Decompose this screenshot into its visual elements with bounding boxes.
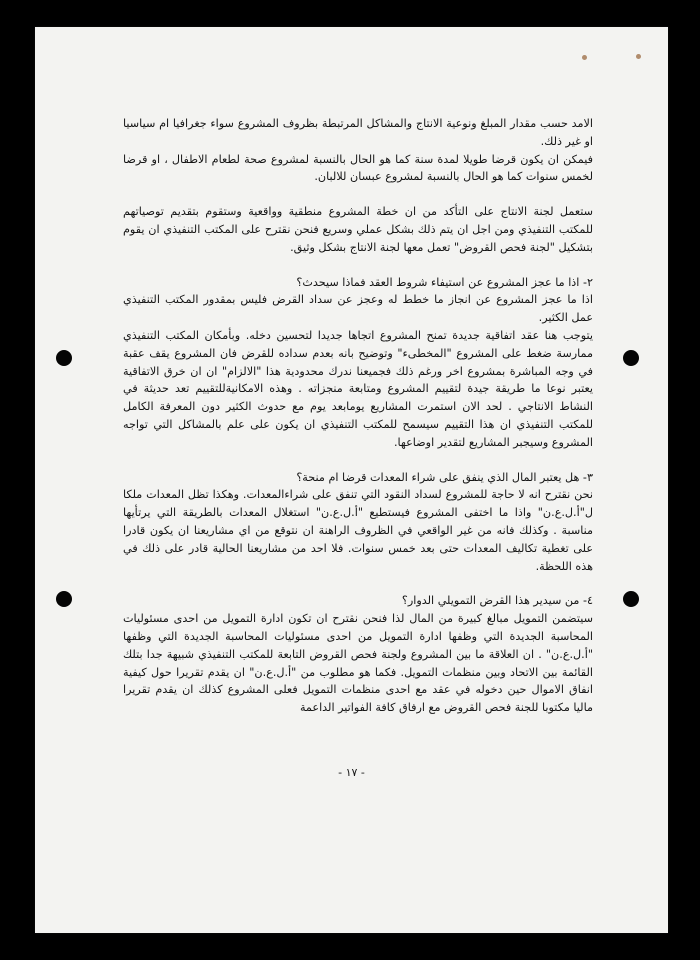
section-heading: ٤- من سيدير هذا القرض التمويلي الدوار؟ [401, 594, 593, 608]
paragraph: ستعمل لجنة الانتاج على التأكد من ان خطة المشروع منطقية وواقعية وستقوم بتقديم توصياتهم للمكتب التنفيذي ومن اجل ان يتم ذلك بشكل عملي وسريع فنحن نقترح على المكتب التنفيذي ان يقوم بتشكيل "لجنة فحص القروض" تعمل معها لجنة الانتاج بشكل وثيق. [123, 205, 593, 254]
document-text [123, 115, 593, 717]
document-page [35, 27, 668, 933]
punch-hole [623, 350, 639, 366]
page-number: - ١٧ - [338, 766, 365, 779]
paragraph: فيمكن ان يكون قرضا طويلا لمدة سنة كما هو الحال بالنسبة لمشروع صحة لطعام الاطفال ، او قرضا لخمس سنوات كما هو الحال بالنسبة لمشروع عبسان للالبان. [123, 152, 593, 184]
paragraph: سيتضمن التمويل مبالغ كبيرة من المال لذا فنحن نقترح ان تكون ادارة التمويل من احدى مسئوليات المحاسبة الجديدة التي وظفها ادارة التمويل من احدى مسئوليات المحاسبة الجديدة التي وظفها "أ.ل.ع.ن" . ان العلاقة ما بين المشروع ولجنة فحص القروض التابعة للمكتب التنفيذي شبيهة جدا بتلك القائمة بين الاتحاد وبين منظمات التمويل. فكما هو مطلوب من "أ.ل.ع.ن" ان يقدم تقريرا حول كيفية انفاق الاموال حين دخوله في عقد مع احدى منظمات التمويل فعلى المشروع كذلك ان يقدم تقريرا ماليا مكتوبا للجنة فحص القروض مع ارفاق كافة الفواتير الداعمة [123, 612, 593, 715]
punch-hole [56, 591, 72, 607]
paper-stain [636, 54, 641, 59]
punch-hole [56, 350, 72, 366]
paragraph: الامد حسب مقدار المبلغ ونوعية الانتاج والمشاكل المرتبطة بظروف المشروع سواء جغرافيا ام سياسيا او غير ذلك. [123, 117, 593, 148]
punch-hole [623, 591, 639, 607]
section-heading: ٣- هل يعتبر المال الذي ينفق على شراء المعدات قرضا ام منحة؟ [296, 470, 593, 484]
paper-stain [582, 55, 587, 60]
paragraph: يتوجب هنا عقد اتفاقية جديدة تمنح المشروع اتجاها جديدا لتحسين دخله. وبأمكان المكتب التنفيذي ممارسة ضغط على المشروع "المخطىء" وتوضيح بانه بعدم سداده للقرض فان المشروع يقف عقبة في وجه المباشرة بمشروع اخر ورغم ذلك فجميعنا ندرك محدودية هذا "الالزام" ان ان خرق الاتفاقية يعتبر نوعا ما طريقة جيدة لتقييم المشروع ومتابعة منجزاته . وهذه الامكانيةللتقييم تعد حديثة في النشاط الانتاجي . لحد الان استمرت المشاريع يومابعد يوم مع حدوث الكثير دون المعرفة الكامل للمكتب التنفيذي ان هذا التقييم سيسمح للمكتب التنفيذي ان يكون على علم بالمشاكل التي تواجه المشروع وسيجبر المشاريع لتقدير اوضاعها. [123, 328, 593, 449]
section-heading: ٢- اذا ما عجز المشروع عن استيفاء شروط العقد فماذا سيحدث؟ [296, 275, 593, 289]
paragraph: اذا ما عجز المشروع عن انجاز ما خطط له وعجز عن سداد القرض فليس بمقدور المكتب التنفيذي عمل الكثير. [123, 293, 593, 325]
paragraph: نحن نقترح انه لا حاجة للمشروع لسداد النقود التي تنفق على شراءالمعدات. وهكذا تظل المعدات ملكا ل"أ.ل.ع.ن" واذا ما اختفى المشروع فيستطيع "أ.ل.ع.ن" استغلال المعدات بالطريقة التي يرتأيها مناسبة . وكذلك فانه من غير الواقعي في الظروف الراهنة ان نتوقع من اي مشاريعنا ان يكون قادرا على تغطية تكاليف المعدات حتى بعد خمس سنوات. فلا احد من مشاريعنا الحالية قادر على ذلك في هذه اللحظة. [123, 488, 593, 573]
